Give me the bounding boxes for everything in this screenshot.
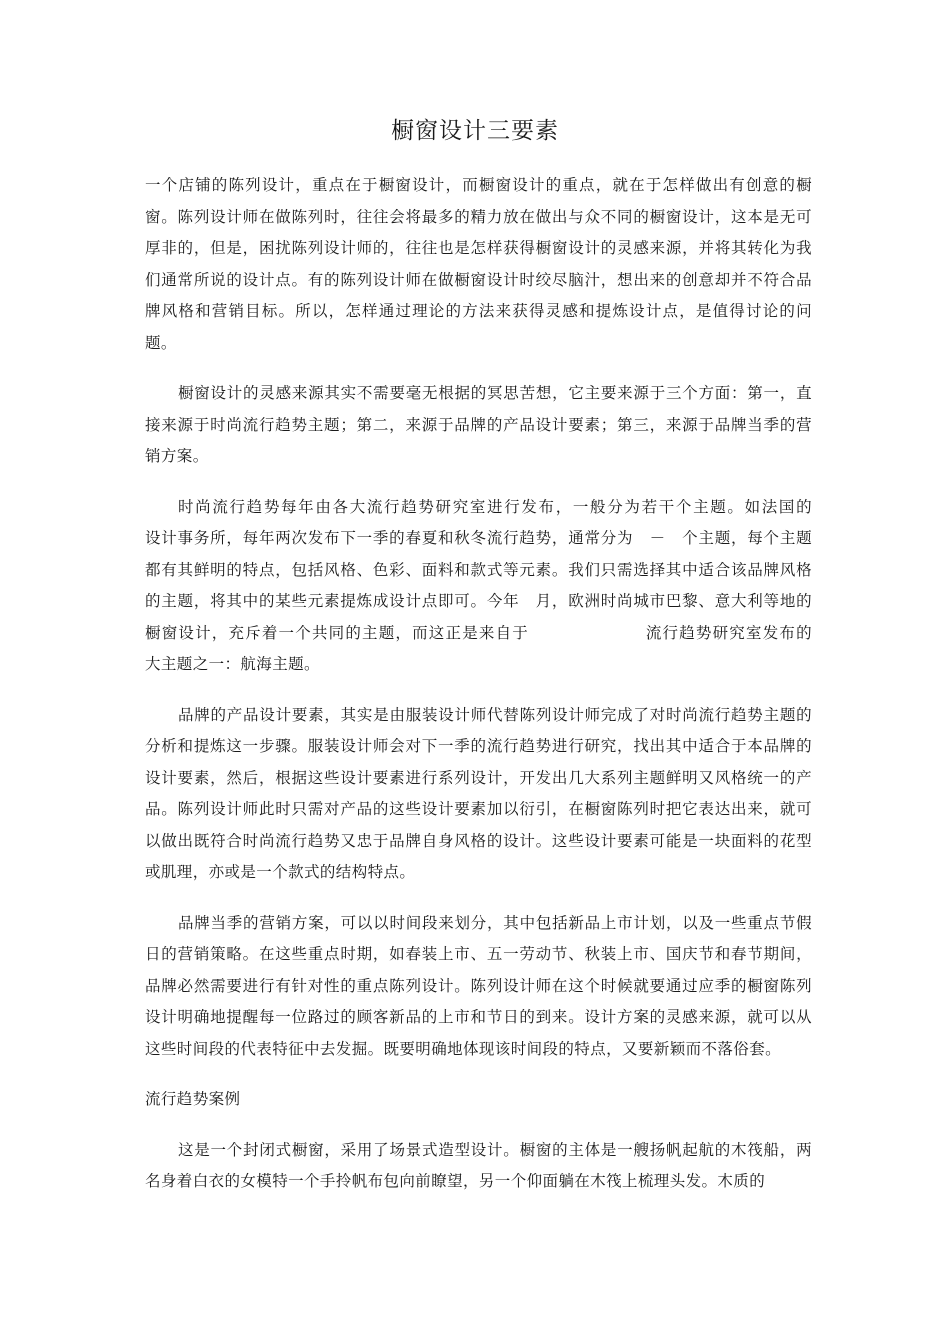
paragraph-case-study: 这是一个封闭式橱窗，采用了场景式造型设计。橱窗的主体是一艘扬帆起航的木筏船，两名身着白衣的女模特一个手拎帆布包向前瞭望，另一个仰面躺在木筏上梳理头发。木质的: [145, 1140, 812, 1190]
document-title: 橱窗设计三要素: [391, 118, 559, 144]
paragraph-marketing-plan: 品牌当季的营销方案，可以以时间段来划分，其中包括新品上市计划，以及一些重点节假日的营销策略。在这些重点时期，如春装上市、五一劳动节、秋装上市、国庆节和春节期间，品牌必然需要进行有针对性的重点陈列设计。陈列设计师在这个时候就要通过应季的橱窗陈列设计明确地提醒每一位路过的顾客新品的上市和节日的到来。设计方案的灵感来源，就可以从这些时间段的代表特征中去发掘。既要明确地体现该时间段的特点，又要新颖而不落俗套。: [145, 913, 812, 1058]
paragraph-inspiration-sources: 橱窗设计的灵感来源其实不需要毫无根据的冥思苦想，它主要来源于三个方面：第一，直接来源于时尚流行趋势主题；第二，来源于品牌的产品设计要素；第三，来源于品牌当季的营销方案。: [145, 384, 812, 465]
document-body: [145, 170, 892, 1217]
paragraph-intro: 一个店铺的陈列设计，重点在于橱窗设计，而橱窗设计的重点，就在于怎样做出有创意的橱窗。陈列设计师在做陈列时，往往会将最多的精力放在做出与众不同的橱窗设计，这本是无可厚非的，但是，困扰陈列设计师的，往往也是怎样获得橱窗设计的灵感来源，并将其转化为我们通常所说的设计点。有的陈列设计师在做橱窗设计时绞尽脑汁，想出来的创意却并不符合品牌风格和营销目标。所以，怎样通过理论的方法来获得灵感和提炼设计点，是值得讨论的问题。: [145, 176, 812, 352]
paragraph-product-design: 品牌的产品设计要素，其实是由服装设计师代替陈列设计师完成了对时尚流行趋势主题的分析和提炼这一步骤。服装设计师会对下一季的流行趋势进行研究，找出其中适合于本品牌的设计要素，然后，根据这些设计要素进行系列设计，开发出几大系列主题鲜明又风格统一的产品。陈列设计师此时只需对产品的这些设计要素加以衍引，在橱窗陈列时把它表达出来，就可以做出既符合时尚流行趋势又忠于品牌自身风格的设计。这些设计要素可能是一块面料的花型或肌理，亦或是一个款式的结构特点。: [145, 705, 812, 881]
section-heading: 流行趋势案例: [145, 1090, 241, 1108]
paragraph-trend-themes: 时尚流行趋势每年由各大流行趋势研究室进行发布，一般分为若干个主题。如法国的 设计事务所，每年两次发布下一季的春夏和秋冬流行趋势，通常分为 － 个主题，每个主题都有其鲜明的特点，包括风格、色彩、面料和款式等元素。我们只需选择其中适合该品牌风格的主题，将其中的某些元素提炼成设计点即可。今年 月，欧洲时尚城市巴黎、意大利等地的橱窗设计，充斥着一个共同的主题，而这正是来自于 流行趋势研究室发布的 大主题之一：航海主题。: [145, 497, 892, 673]
